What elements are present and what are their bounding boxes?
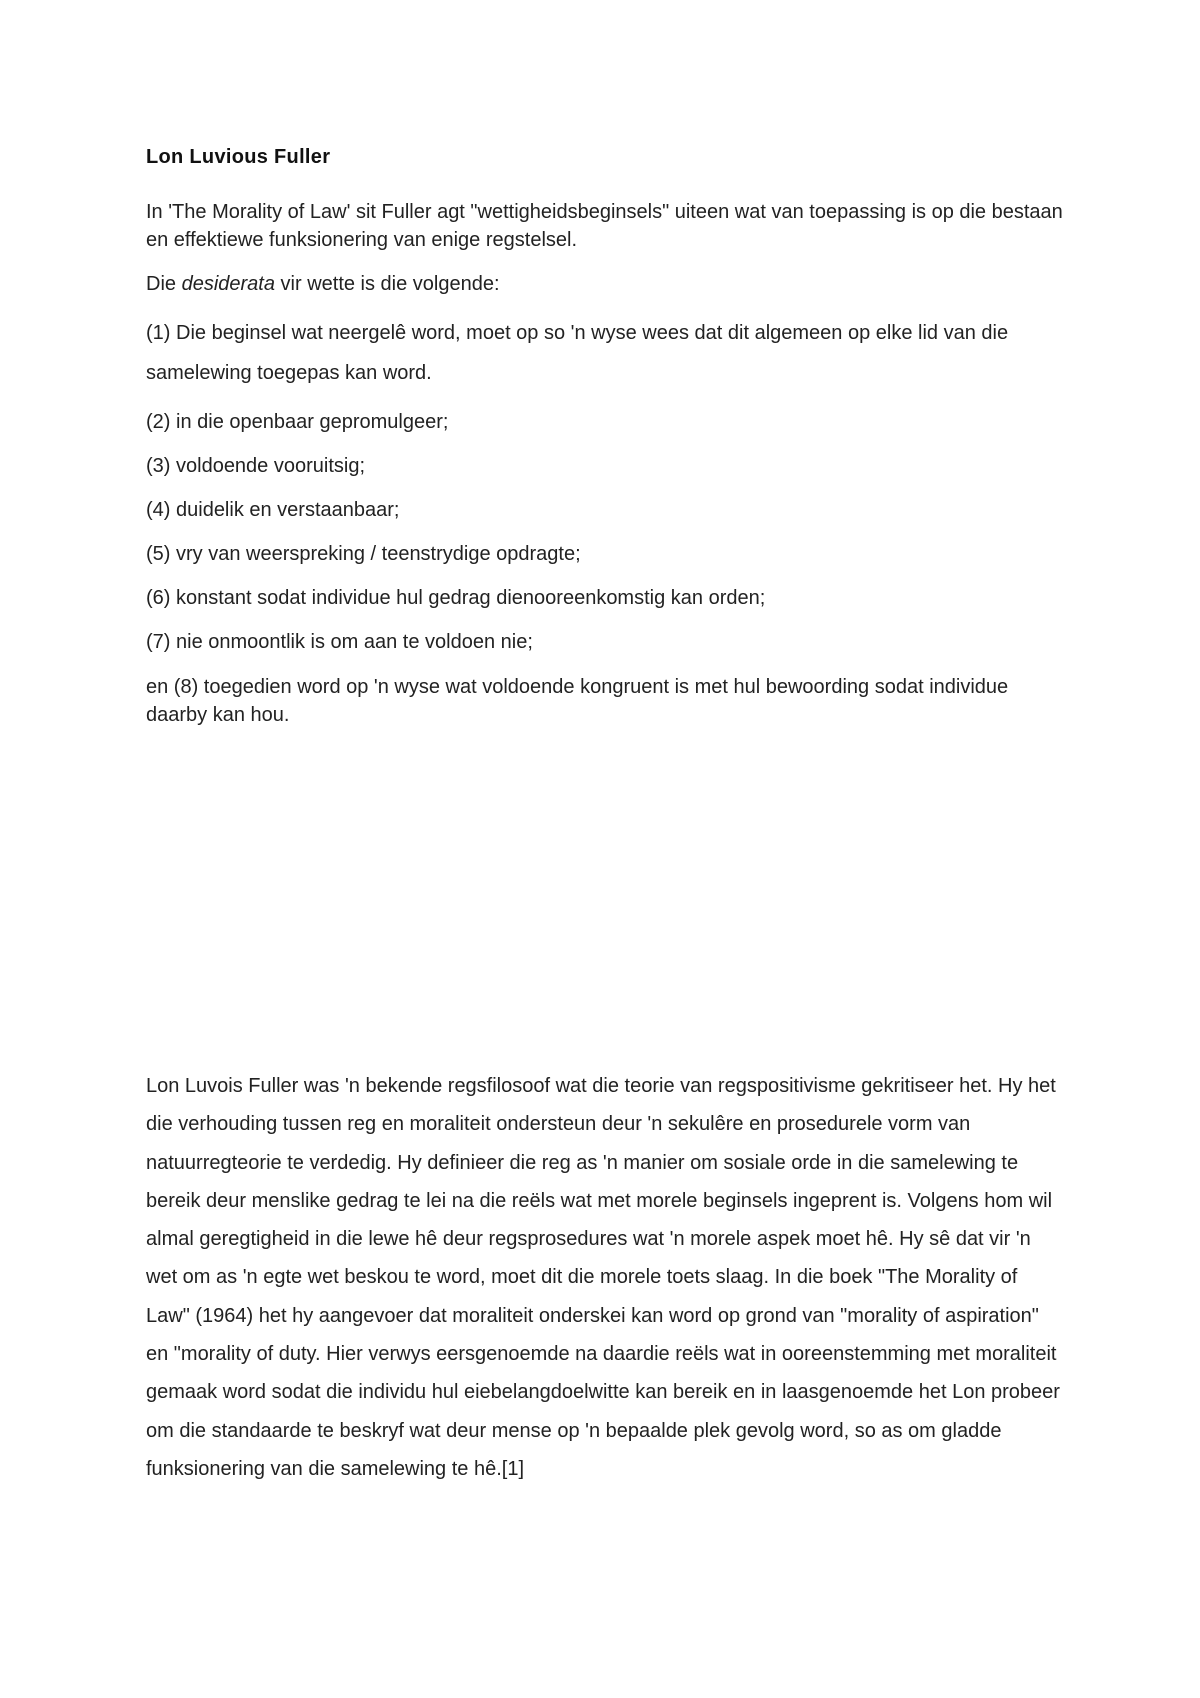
desiderata-suffix: vir wette is die volgende: — [274, 273, 500, 295]
list-item: (3) voldoende vooruitsig; — [146, 455, 366, 477]
list-item: (2) in die openbaar gepromulgeer; — [146, 411, 449, 433]
desiderata-term: desiderata — [181, 273, 275, 295]
list-item: (1) Die beginsel wat neergelê word, moet op so 'n wyse wees dat dit algemeen op elke lid van die samelewing toegepas kan word. — [146, 322, 1009, 384]
desiderata-paragraph — [146, 270, 1066, 298]
list-item: (5) vry van weerspreking / teenstrydige opdragte; — [146, 543, 581, 565]
list-item: (7) nie onmoontlik is om aan te voldoen nie; — [146, 631, 533, 653]
document-title: Lon Luvious Fuller — [146, 146, 331, 168]
list-item: (6) konstant sodat individue hul gedrag dienooreenkomstig kan orden; — [146, 587, 766, 609]
desiderata-prefix: Die — [146, 273, 182, 295]
list-item: (4) duidelik en verstaanbaar; — [146, 499, 400, 521]
intro-paragraph: In 'The Morality of Law' sit Fuller agt "wettigheidsbeginsels" uiteen wat van toepassing is op die bestaan en effektiewe funksionering van enige regstelsel. — [146, 201, 1063, 251]
biography-paragraph: Lon Luvois Fuller was 'n bekende regsfilosoof wat die teorie van regspositivisme gekritiseer het. Hy het die verhouding tussen reg en moraliteit ondersteun deur 'n sekulêre en prosedurele vorm van natuurregteorie te verdedig. Hy definieer die reg as 'n manier om sosiale orde in die samelewing te bereik deur menslike gedrag te lei na die reëls wat met morele beginsels ingeprent is. Volgens hom wil almal geregtigheid in die lewe hê deur regsprosedures wat 'n morele aspek moet hê. Hy sê dat vir 'n wet om as 'n egte wet beskou te word, moet dit die morele toets slaag. In die boek "The Morality of Law" (1964) het hy aangevoer dat moraliteit onderskei kan word op grond van "morality of aspiration" en "morality of duty. Hier verwys eersgenoemde na daardie reëls wat in ooreenstemming met moraliteit gemaak word sodat die individu hul eiebelangdoelwitte kan bereik en in laasgenoemde het Lon probeer om die standaarde te beskryf wat deur mense op 'n bepaalde plek gevolg word, so as om gladde funksionering van die samelewing te hê.[1] — [146, 1075, 1060, 1480]
list-item: en (8) toegedien word op 'n wyse wat voldoende kongruent is met hul bewoording sodat individue daarby kan hou. — [146, 676, 1009, 726]
